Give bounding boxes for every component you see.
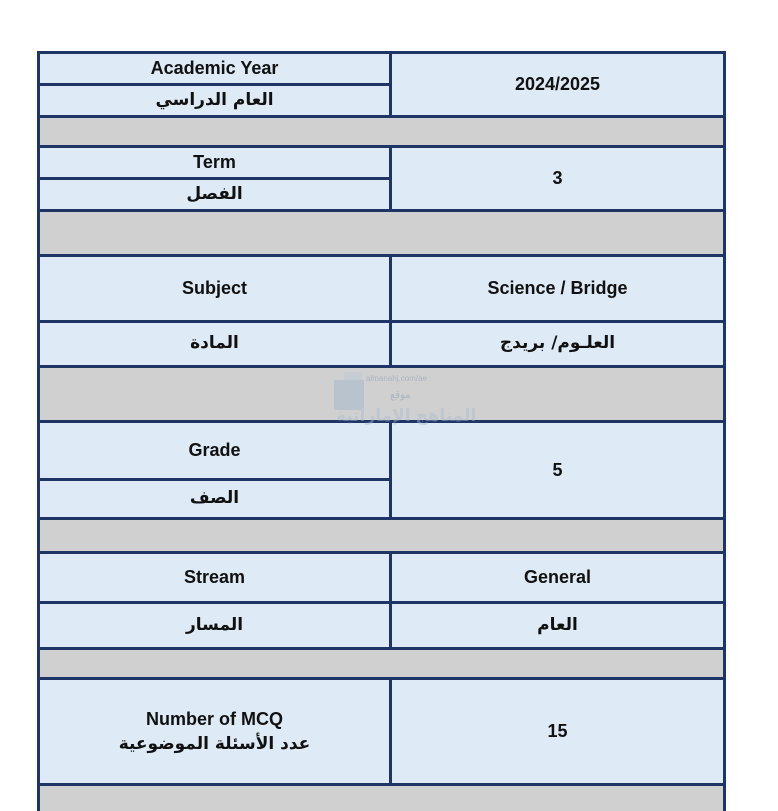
subject-label-ar: المادة [40,323,389,365]
watermark-site: almanahj.com/ae [366,374,427,383]
info-table [37,51,726,811]
academic-year-label-ar: العام الدراسي [40,86,389,115]
subject-label-en: Subject [40,257,389,320]
separator-row [40,212,723,254]
stream-value-en: General [392,554,723,601]
term-value: 3 [392,148,723,209]
grade-label-en: Grade [40,423,389,478]
separator-row [40,368,723,420]
separator-row [40,786,723,811]
academic-year-label-en: Academic Year [40,54,389,83]
mcq-label-en: Number of MCQ [146,708,283,729]
mcq-value: 15 [392,680,723,783]
term-label-en: Term [40,148,389,177]
mcq-label-ar: عدد الأسئلة الموضوعية [118,734,311,755]
academic-year-value: 2024/2025 [392,54,723,115]
separator-row [40,118,723,145]
grade-label-ar: الصف [40,481,389,517]
stream-value-ar: العام [392,604,723,647]
subject-value-ar: العلـوم/ بريدج [392,323,723,365]
watermark-line1: موقع [390,390,411,401]
stream-label-en: Stream [40,554,389,601]
separator-row [40,520,723,551]
grade-value: 5 [392,423,723,517]
term-label-ar: الفصل [40,180,389,209]
subject-value-en: Science / Bridge [392,257,723,320]
mcq-label [40,680,389,783]
watermark-line2: المناهج الإماراتية [336,406,477,425]
stream-label-ar: المسار [40,604,389,647]
separator-row [40,650,723,677]
